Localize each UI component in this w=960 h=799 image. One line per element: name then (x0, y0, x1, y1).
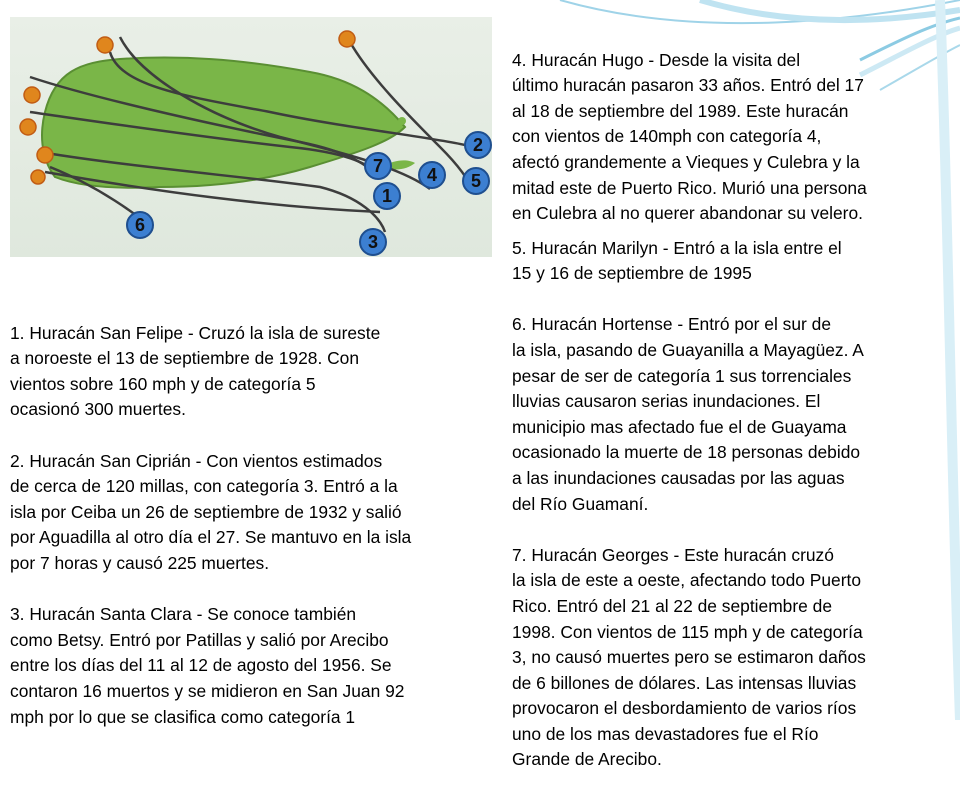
item-text: Huracán Hortense - Entró por el sur de la isla, pasando de Guayanilla a Mayagüez. A pesar de ser de categoría 1 sus torrenciales lluvias causaron serias inundaciones. El municipio mas afectado fue el de Guayama ocasionado la muerte de 18 personas debido a las inundaciones causadas por las aguas del Río Guamaní. (512, 314, 864, 514)
hurricane-item-5 (512, 236, 952, 287)
map-marker-1: 1 (381, 186, 393, 206)
map-marker-2: 2 (472, 135, 484, 155)
item-text: Huracán Georges - Este huracán cruzó la isla de este a oeste, afectando todo Puerto Rico. Entró del 21 al 22 de septiembre de 1998. Con vientos de 115 mph y de categoría 3, no causó muertes pero se estimaron daños de 6 billones de dólares. Las intensas lluvias provocaron el desbordamiento de varios ríos uno de los mas devastadores fue el Río Grande de Arecibo. (512, 544, 866, 770)
hurricane-map (10, 17, 492, 257)
item-text: Huracán Hugo - Desde la visita del último huracán pasaron 33 años. Entró del 17 al 18 de septiembre del 1989. Este huracán con vientos de 140mph con categoría 4, afectó grandemente a Vieques y Culebra y la mitad este de Puerto Rico. Murió una persona en Culebra al no querer abandonar su velero. (512, 49, 867, 224)
item-number: 5. (512, 237, 527, 258)
map-marker-3: 3 (367, 232, 379, 252)
culebra-island (398, 117, 406, 125)
hurricane-item-6 (512, 312, 952, 517)
map-marker-7: 7 (372, 156, 384, 176)
hurricane-item-1 (10, 321, 502, 423)
map-marker-5: 5 (470, 171, 482, 191)
map-marker-6: 6 (134, 215, 146, 235)
item-number: 2. (10, 450, 25, 471)
hurricane-item-3 (10, 602, 502, 730)
item-text: Huracán Santa Clara - Se conoce también como Betsy. Entró por Patillas y salió por Arecibo entre los días del 11 al 12 de agosto del 1956. Se contaron 16 muertos y se midieron en San Juan 92 mph por lo que se clasifica como categoría 1 (10, 604, 405, 727)
item-number: 4. (512, 49, 527, 70)
item-number: 7. (512, 544, 527, 565)
item-number: 6. (512, 314, 527, 335)
hurricane-item-4 (512, 48, 952, 227)
hurricane-item-7 (512, 543, 952, 773)
item-number: 3. (10, 604, 25, 625)
hurricane-list-left (10, 295, 502, 756)
puerto-rico-map-illustration (10, 17, 492, 257)
item-text: Huracán Marilyn - Entró a la isla entre el 15 y 16 de septiembre de 1995 (512, 237, 842, 284)
item-text: Huracán San Ciprián - Con vientos estimados de cerca de 120 millas, con categoría 3. Entró a la isla por Ceiba un 26 de septiembre de 1932 y salió por Aguadilla al otro día el 27. Se mantuvo en la isla por 7 horas y causó 225 muertes. (10, 450, 412, 573)
item-text: Huracán San Felipe - Cruzó la isla de sureste a noroeste el 13 de septiembre de 1928. Con vientos sobre 160 mph y de categoría 5 ocasionó 300 muertes. (10, 322, 381, 420)
hurricane-item-2 (10, 449, 502, 577)
map-marker-4: 4 (426, 165, 438, 185)
item-number: 1. (10, 322, 25, 343)
hurricane-list-right (512, 210, 952, 799)
